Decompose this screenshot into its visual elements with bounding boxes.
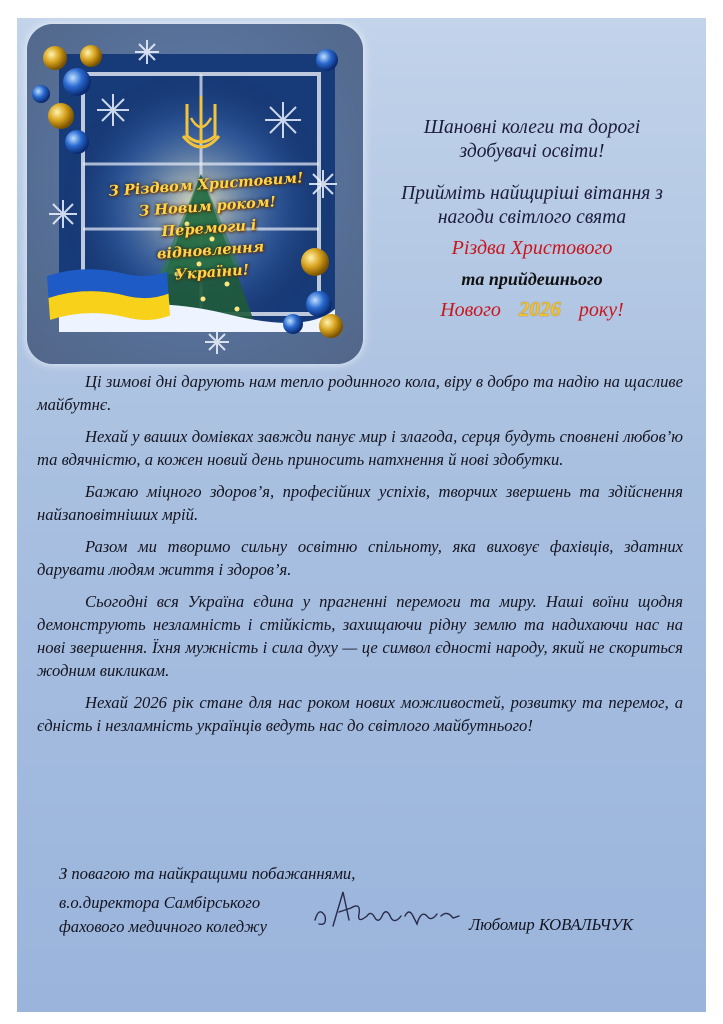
card-line: Перемоги і <box>160 216 257 241</box>
heading-line: Шановні колеги та дорогі <box>423 117 641 138</box>
year-badge: 2026 <box>518 297 561 321</box>
body-paragraph: Сьогодні вся Україна єдина у прагненні перемоги та миру. Наші воїни щодня демонструють незламність і стійкість, захищаючи рідну землю та надихаючи нас на нові звершення. Їхня мужність і сила духу — це символ єдності народу, який не скориться жодним викликам. <box>37 592 683 680</box>
holiday-title: Різдва Христового <box>451 237 613 259</box>
new-year-prefix: Нового <box>440 299 501 321</box>
card-line: відновлення <box>156 238 265 263</box>
body-paragraph: Ці зимові дні дарують нам тепло родинного кола, віру в добро та надію на щасливе майбутнє. <box>37 372 683 414</box>
heading-line: Прийміть найщиріші вітання з <box>401 183 663 204</box>
signatory-position <box>59 891 267 939</box>
body-paragraph: Нехай 2026 рік стане для нас роком нових можливостей, розвитку та перемог, а єдність і незламність українців ведуть нас до світлого майбутнього! <box>37 693 683 735</box>
card-line: З Новим роком! <box>138 193 277 220</box>
closing-line: З повагою та найкращими побажаннями, <box>59 864 356 883</box>
card-line: З Різдвом Христовим! <box>107 169 304 200</box>
handwritten-signature <box>309 886 469 936</box>
body-paragraph: Нехай у ваших домівках завжди панує мир і злагода, серця будуть сповнені любов’ю та вдячністю, а кожен новий день приносить натхнення й нові здобутки. <box>37 427 683 469</box>
heading-connector: та прийдешнього <box>461 269 603 289</box>
letter-body <box>37 370 683 746</box>
new-year-line <box>372 292 692 327</box>
body-paragraph: Разом ми творимо сильну освітню спільноту, яка виховує фахівців, здатних дарувати людям життя і здоров’я. <box>37 537 683 579</box>
new-year-suffix: року! <box>578 299 624 321</box>
christmas-card-image <box>27 24 363 364</box>
card-greeting-text <box>105 167 312 291</box>
position-line: в.о.директора Самбірського <box>59 893 261 912</box>
card-line: України! <box>174 261 250 284</box>
signatory-name: Любомир КОВАЛЬЧУК <box>469 915 634 934</box>
greeting-heading <box>372 116 692 327</box>
heading-line: здобувачі освіти! <box>459 141 605 162</box>
heading-line: нагоди світлого свята <box>437 207 627 228</box>
letter-page <box>17 18 706 1012</box>
position-line: фахового медичного коледжу <box>59 917 267 936</box>
body-paragraph: Бажаю міцного здоров’я, професійних успіхів, творчих звершень та здійснення найзаповітніших мрій. <box>37 482 683 524</box>
